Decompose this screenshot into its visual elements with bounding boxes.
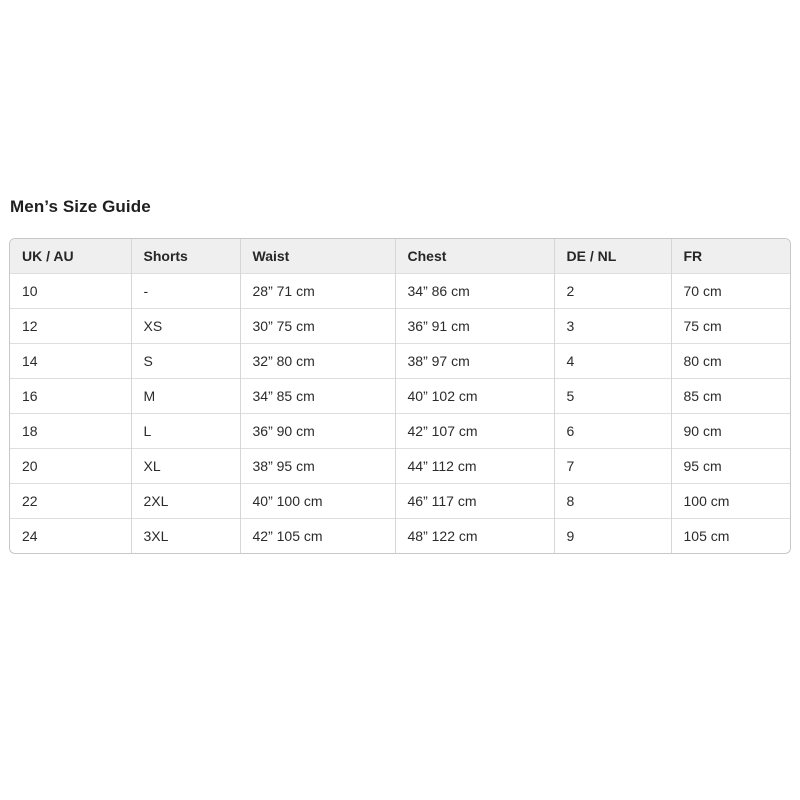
cell-de-nl: 5 — [554, 379, 671, 414]
cell-chest: 48” 122 cm — [395, 519, 554, 554]
cell-shorts: M — [131, 379, 240, 414]
cell-chest: 38” 97 cm — [395, 344, 554, 379]
cell-uk-au: 18 — [10, 414, 131, 449]
size-guide-table — [10, 239, 790, 553]
cell-uk-au: 16 — [10, 379, 131, 414]
cell-uk-au: 24 — [10, 519, 131, 554]
cell-shorts: XL — [131, 449, 240, 484]
cell-de-nl: 2 — [554, 274, 671, 309]
cell-shorts: L — [131, 414, 240, 449]
table-row — [10, 344, 790, 379]
cell-waist: 42” 105 cm — [240, 519, 395, 554]
column-header-waist: Waist — [240, 239, 395, 274]
cell-uk-au: 10 — [10, 274, 131, 309]
table-row — [10, 274, 790, 309]
table-row — [10, 449, 790, 484]
cell-fr: 100 cm — [671, 484, 790, 519]
cell-de-nl: 8 — [554, 484, 671, 519]
column-header-uk-au: UK / AU — [10, 239, 131, 274]
column-header-shorts: Shorts — [131, 239, 240, 274]
size-guide-table-container — [9, 238, 791, 554]
cell-waist: 40” 100 cm — [240, 484, 395, 519]
cell-fr: 95 cm — [671, 449, 790, 484]
cell-uk-au: 14 — [10, 344, 131, 379]
cell-fr: 105 cm — [671, 519, 790, 554]
cell-uk-au: 12 — [10, 309, 131, 344]
cell-fr: 80 cm — [671, 344, 790, 379]
cell-de-nl: 3 — [554, 309, 671, 344]
cell-chest: 44” 112 cm — [395, 449, 554, 484]
cell-waist: 28” 71 cm — [240, 274, 395, 309]
cell-shorts: S — [131, 344, 240, 379]
cell-chest: 34” 86 cm — [395, 274, 554, 309]
cell-de-nl: 9 — [554, 519, 671, 554]
cell-fr: 85 cm — [671, 379, 790, 414]
cell-de-nl: 4 — [554, 344, 671, 379]
cell-waist: 36” 90 cm — [240, 414, 395, 449]
cell-chest: 36” 91 cm — [395, 309, 554, 344]
cell-uk-au: 20 — [10, 449, 131, 484]
cell-chest: 46” 117 cm — [395, 484, 554, 519]
table-header-row — [10, 239, 790, 274]
cell-chest: 42” 107 cm — [395, 414, 554, 449]
page-title: Men’s Size Guide — [10, 197, 151, 216]
cell-fr: 70 cm — [671, 274, 790, 309]
cell-waist: 32” 80 cm — [240, 344, 395, 379]
table-row — [10, 519, 790, 554]
cell-waist: 30” 75 cm — [240, 309, 395, 344]
cell-shorts: 3XL — [131, 519, 240, 554]
cell-shorts: - — [131, 274, 240, 309]
cell-fr: 75 cm — [671, 309, 790, 344]
column-header-de-nl: DE / NL — [554, 239, 671, 274]
table-row — [10, 414, 790, 449]
cell-uk-au: 22 — [10, 484, 131, 519]
size-guide-section — [9, 196, 791, 554]
cell-de-nl: 6 — [554, 414, 671, 449]
column-header-chest: Chest — [395, 239, 554, 274]
cell-chest: 40” 102 cm — [395, 379, 554, 414]
cell-shorts: XS — [131, 309, 240, 344]
cell-waist: 34” 85 cm — [240, 379, 395, 414]
cell-shorts: 2XL — [131, 484, 240, 519]
cell-de-nl: 7 — [554, 449, 671, 484]
cell-waist: 38” 95 cm — [240, 449, 395, 484]
table-row — [10, 379, 790, 414]
cell-fr: 90 cm — [671, 414, 790, 449]
column-header-fr: FR — [671, 239, 790, 274]
table-row — [10, 484, 790, 519]
table-row — [10, 309, 790, 344]
